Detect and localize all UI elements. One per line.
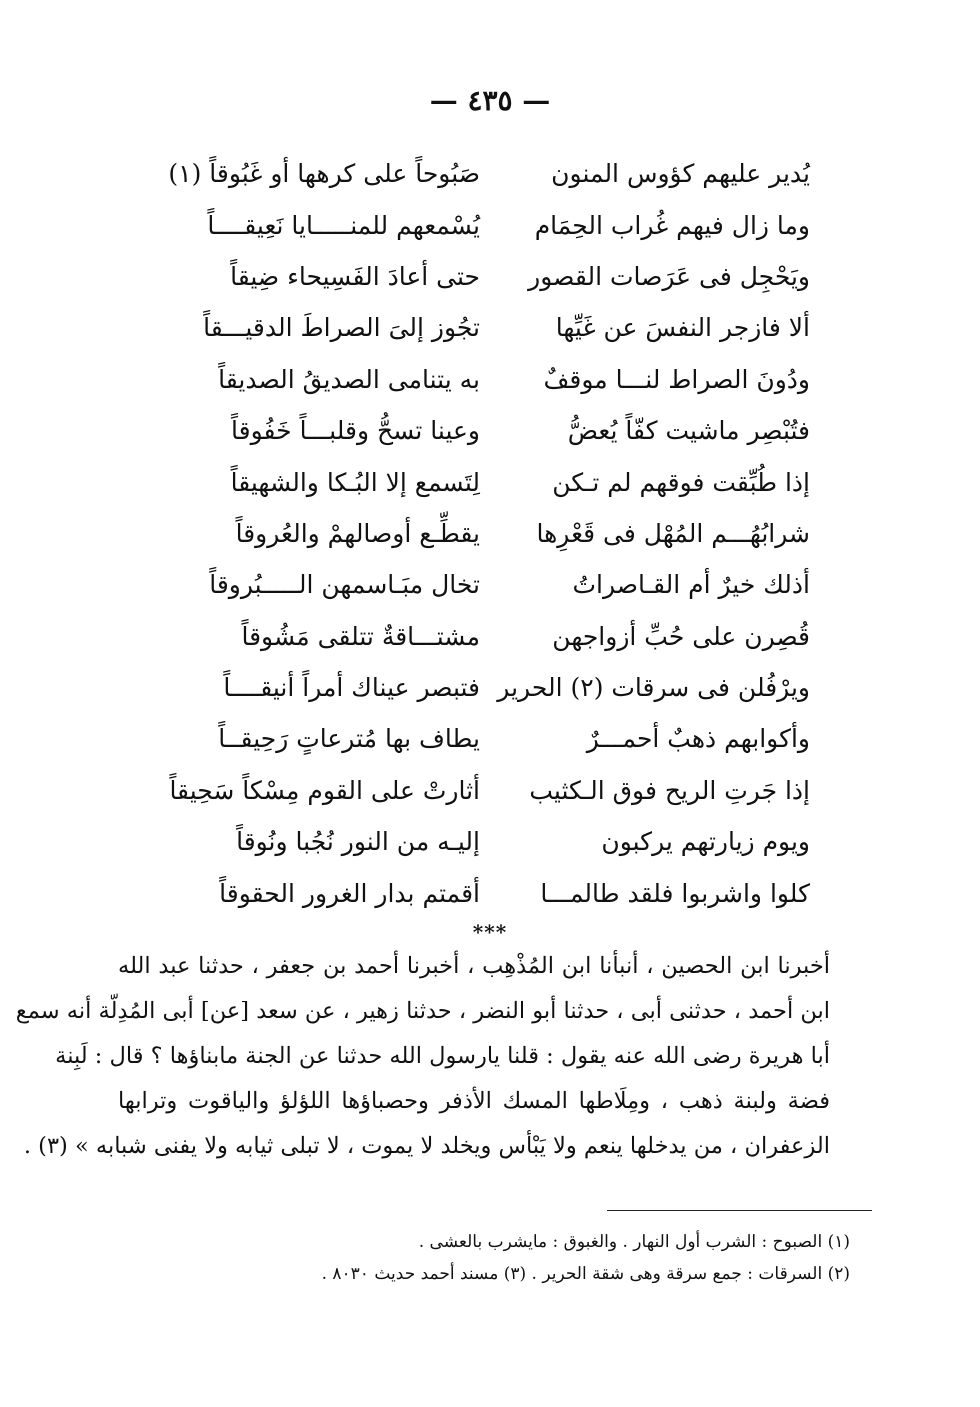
verse-row [190, 405, 810, 456]
section-ornament: *** [472, 920, 508, 944]
verse-row [190, 199, 810, 250]
verse-second-hemistich: به يتنامى الصديقُ الصديقاً [218, 364, 480, 394]
verse-second-hemistich: وعينا تسحُّ وقلبـــاً خَفُوقاً [231, 416, 480, 446]
verse-first-hemistich: وما زال فيهم غُراب الحِمَام [534, 210, 810, 240]
verse-first-hemistich: وأكوابهم ذهبٌ أحمـــرٌ [586, 724, 810, 754]
verse-second-hemistich: فتبصر عيناك أمراً أنيقــــاً [223, 673, 480, 703]
verse-first-hemistich: إذا جَرتِ الريح فوق الـكثيب [529, 775, 810, 805]
verse-first-hemistich: كلوا واشربوا فلقد طالمـــا [540, 878, 810, 908]
verse-row [190, 816, 810, 867]
verse-second-hemistich: حتى أعادَ الفَسِيحاء ضِيقاً [230, 261, 480, 291]
verse-row [168, 148, 810, 199]
prose-paragraph [15, 944, 830, 1169]
verse-row [169, 765, 810, 816]
footnote: (١) الصبوح : الشرب أول النهار . والغبوق : مايشرب بالعشى . [418, 1232, 850, 1252]
verse-row [190, 611, 810, 662]
verse-second-hemistich: يقطِّـع أوصالهمْ والعُروقاً [235, 518, 480, 548]
verse-second-hemistich: يُسْمعهم للمنـــــايا نَعِيقــــاً [207, 210, 480, 240]
verse-row [190, 251, 810, 302]
footnote-separator [607, 1210, 872, 1211]
prose-line: أخبرنا ابن الحصين ، أنبأنا ابن المُذْهِب ، أخبرنا أحمد بن جعفر ، حدثنا عبد الله [118, 953, 830, 979]
page-number: — ٤٣٥ — [429, 84, 551, 117]
verse-second-hemistich: لِتَسمع إلا البُـكا والشهيقاً [230, 467, 480, 497]
footnote: (٢) السرقات : جمع سرقة وهى شقة الحرير . (٣) مسند أحمد حديث ٨٠٣٠ . [321, 1264, 850, 1284]
verse-first-hemistich: ويوم زيارتهم يركبون [601, 827, 810, 857]
verse-first-hemistich: ودُونَ الصراط لنـــا موقفٌ [543, 364, 810, 394]
verse-first-hemistich: ويَحْجِل فى عَرَصات القصور [528, 261, 810, 291]
verse-second-hemistich: يطاف بها مُترعاتٍ رَحِيقــاً [218, 724, 480, 754]
verse-second-hemistich: مشتـــاقةٌ تتلقى مَشُوقاً [241, 621, 480, 651]
prose-line: ابن أحمد ، حدثنى أبى ، حدثنا أبو النضر ، حدثنا زهير ، عن سعد [عن] أبى المُدِلّة أنه سمع [15, 998, 830, 1024]
verse-second-hemistich: تجُوز إلىَ الصراطَ الدقيـــقاً [203, 313, 480, 343]
verse-first-hemistich: قُصِرن على حُبِّ أزواجهن [552, 621, 810, 651]
footnotes [180, 1226, 850, 1290]
verse-second-hemistich: تخال مبَـاسمهن الـــــبُروقاً [209, 570, 480, 600]
verse-first-hemistich: أذلك خيرٌ أم القـاصراتُ [572, 570, 810, 600]
verse-row [190, 559, 810, 610]
verse-row [190, 456, 810, 507]
poem [168, 148, 810, 919]
verse-first-hemistich: شرابُهُـــم المُهْل فى قَعْرِها [536, 518, 810, 548]
verse-row [190, 662, 810, 713]
verse-second-hemistich: صَبُوحاً على كرهها أو غَبُوقاً (١) [168, 159, 480, 189]
verse-row [190, 713, 810, 764]
verse-second-hemistich: إليـه من النور نُجُبا ونُوقاً [236, 827, 480, 857]
verse-first-hemistich: ألا فازجر النفسَ عن غَيِّها [555, 313, 810, 343]
verse-first-hemistich: فتُبْصِر ماشيت كفّاً يُعضُّ [567, 416, 810, 446]
verse-row [190, 867, 810, 918]
prose-line: فضة ولبنة ذهب ، ومِلَاطها المسك الأذفر وحصباؤها اللؤلؤ والياقوت وترابها [118, 1088, 830, 1114]
verse-first-hemistich: يُدير عليهم كؤوس المنون [551, 159, 810, 189]
prose-line: أبا هريرة رضى الله عنه يقول : قلنا يارسول الله حدثنا عن الجنة مابناؤها ؟ قال : لَبِنة [55, 1043, 830, 1069]
verse-row [190, 354, 810, 405]
verse-row [190, 302, 810, 353]
verse-row [190, 508, 810, 559]
prose-line: الزعفران ، من يدخلها ينعم ولا يَبْأس ويخلد لا يموت ، لا تبلى ثيابه ولا يفنى شبابه » (٣) . [23, 1133, 830, 1159]
verse-second-hemistich: أقمتم بدار الغرور الحقوقاً [219, 878, 480, 908]
verse-second-hemistich: أثارتْ على القوم مِسْكاً سَحِيقاً [169, 775, 480, 805]
verse-first-hemistich: ويرْفُلن فى سرقات (٢) الحرير [497, 673, 810, 703]
verse-first-hemistich: إذا طُبِّقت فوقهم لم تـكن [552, 467, 810, 497]
